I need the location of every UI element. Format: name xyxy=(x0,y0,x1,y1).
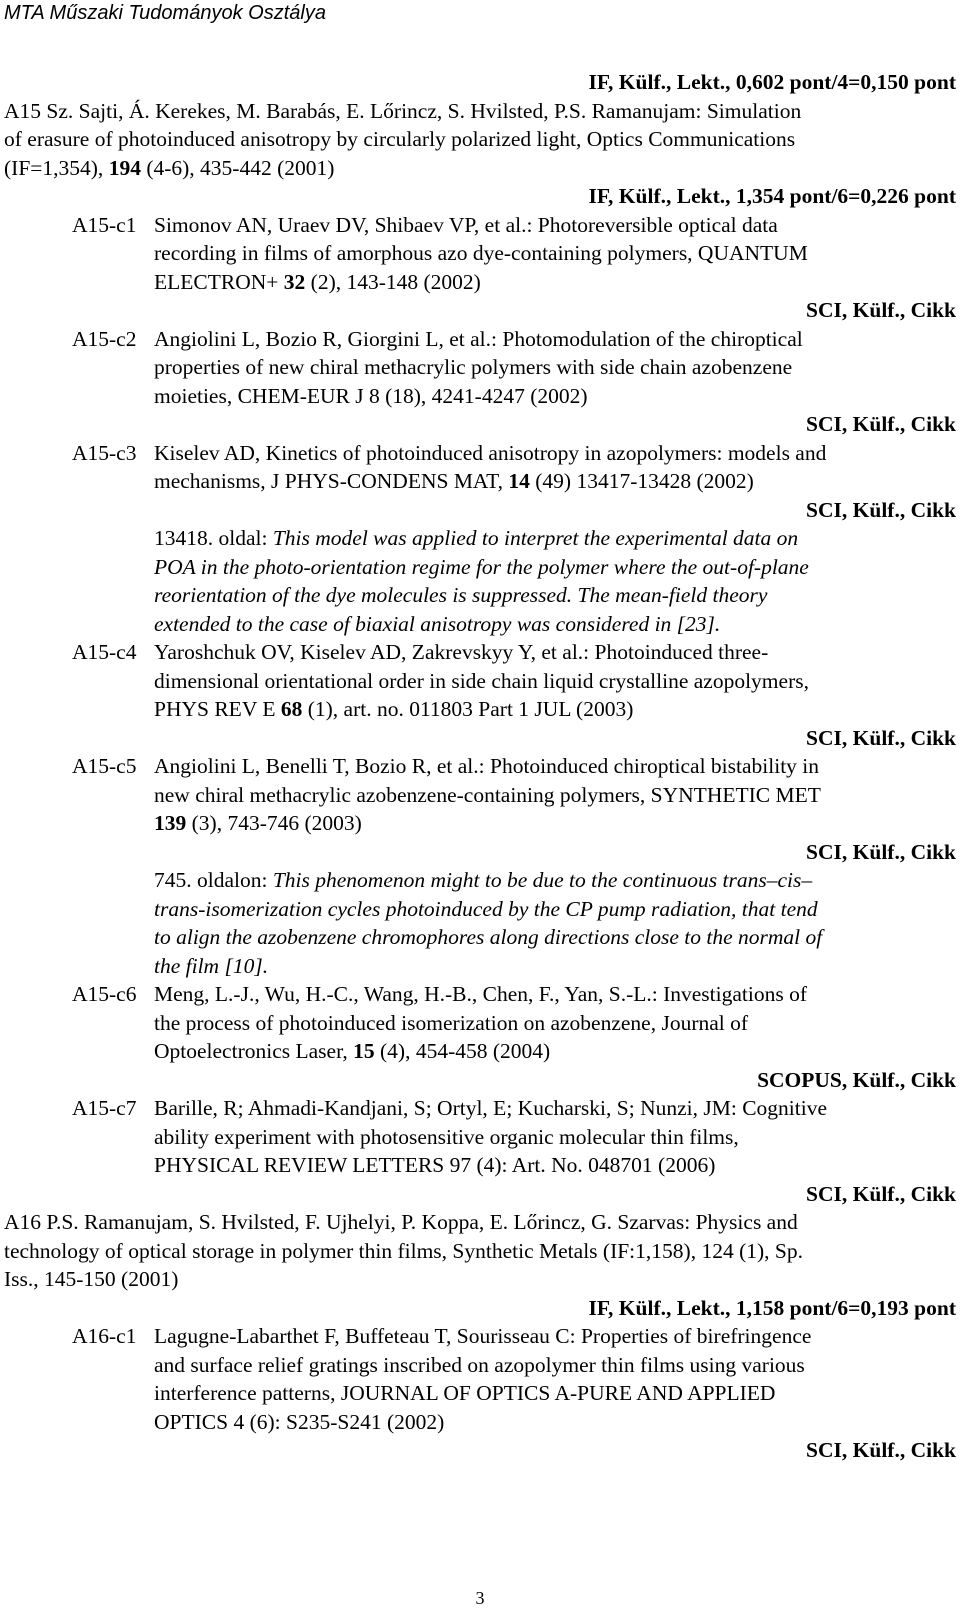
quoted-text: the film [10]. xyxy=(154,953,269,978)
citation-line xyxy=(0,952,960,981)
text-segment: (IF=1,354), xyxy=(4,155,109,180)
publication-entry-line xyxy=(0,125,960,154)
citation-line xyxy=(0,1379,960,1408)
citation-id: A15-c7 xyxy=(72,1096,137,1120)
classification-line: IF, Külf., Lekt., 1,354 pont/6=0,226 pont xyxy=(588,184,956,208)
publication-entry-line xyxy=(0,1237,960,1266)
text-segment: (49) 13417-13428 (2002) xyxy=(529,469,754,493)
text-segment: interference patterns, JOURNAL OF OPTICS A-PURE AND APPLIED xyxy=(154,1381,776,1405)
publication-entry-line xyxy=(0,1208,960,1237)
citation-line xyxy=(0,895,960,924)
citation-entry xyxy=(0,211,960,240)
classification-line: SCI, Külf., Cikk xyxy=(806,497,956,522)
text-segment: A16 P.S. Ramanujam, S. Hvilsted, F. Ujhelyi, P. Koppa, E. Lőrincz, G. Szarvas: Physics and xyxy=(4,1210,798,1234)
text-segment: Lagugne-Labarthet F, Buffeteau T, Sourisseau C: Properties of birefringence xyxy=(154,1324,812,1348)
text-segment: recording in films of amorphous azo dye-containing polymers, QUANTUM xyxy=(154,241,808,265)
text-segment: (1), art. no. 011803 Part 1 JUL (2003) xyxy=(302,697,634,721)
text-segment: (4), 454-458 (2004) xyxy=(374,1039,551,1063)
citation-line xyxy=(0,695,960,724)
citation-entry xyxy=(0,638,960,667)
quoted-text: extended to the case of biaxial anisotropy was considered in [23]. xyxy=(154,611,721,636)
citation-id: A15-c3 xyxy=(72,440,137,465)
citation-entry xyxy=(0,325,960,354)
text-segment: moieties, CHEM-EUR J 8 (18), 4241-4247 (2002) xyxy=(154,383,588,408)
text-segment: (3), 743-746 (2003) xyxy=(186,811,362,835)
citation-id: A15-c4 xyxy=(72,640,137,664)
citation-line xyxy=(0,923,960,952)
classification-line: IF, Külf., Lekt., 0,602 pont/4=0,150 pont xyxy=(588,70,956,94)
citation-id: A15-c6 xyxy=(72,982,137,1006)
text-segment: Optoelectronics Laser, xyxy=(154,1039,354,1063)
citation-line xyxy=(0,353,960,382)
citation-line xyxy=(0,1408,960,1437)
volume-number: 32 xyxy=(283,269,306,294)
text-segment: new chiral methacrylic azobenzene-containing polymers, SYNTHETIC MET xyxy=(154,782,821,807)
classification-line: SCI, Külf., Cikk xyxy=(806,1181,956,1206)
citation-line xyxy=(0,866,960,895)
classification-line: SCOPUS, Külf., Cikk xyxy=(757,1067,956,1092)
citation-entry xyxy=(0,1322,960,1351)
citation-line xyxy=(0,1351,960,1380)
quoted-text: trans-isomerization cycles photoinduced by the CP pump radiation, that tend xyxy=(154,896,818,921)
text-segment: Simonov AN, Uraev DV, Shibaev VP, et al.: Photoreversible optical data xyxy=(154,212,778,237)
text-segment: 745. oldalon: xyxy=(154,868,273,892)
citation-line xyxy=(0,581,960,610)
citation-line xyxy=(0,1009,960,1038)
publication-entry-line xyxy=(0,154,960,183)
classification-line: SCI, Külf., Cikk xyxy=(806,1438,956,1462)
text-segment: (2), 143-148 (2002) xyxy=(305,269,481,294)
text-segment: properties of new chiral methacrylic polymers with side chain azobenzene xyxy=(154,355,793,379)
text-segment: mechanisms, J PHYS-CONDENS MAT, xyxy=(154,469,509,493)
citation-id: A15-c2 xyxy=(72,326,137,351)
text-segment: Meng, L.-J., Wu, H.-C., Wang, H.-B., Chen, F., Yan, S.-L.: Investigations of xyxy=(154,982,808,1006)
text-segment: the process of photoinduced isomerization on azobenzene, Journal of xyxy=(154,1010,749,1035)
text-segment: 13418. oldal: xyxy=(154,526,273,550)
citation-line xyxy=(0,467,960,496)
publication-entry-line xyxy=(0,1265,960,1294)
volume-number: 15 xyxy=(353,1039,375,1063)
volume-number: 14 xyxy=(508,469,530,493)
citation-line xyxy=(0,809,960,838)
citation-id: A15-c1 xyxy=(72,212,137,237)
text-segment: OPTICS 4 (6): S235-S241 (2002) xyxy=(154,1409,445,1434)
citation-entry xyxy=(0,1094,960,1123)
text-segment: PHYSICAL REVIEW LETTERS 97 (4): Art. No. 048701 (2006) xyxy=(154,1153,716,1177)
classification-line: SCI, Külf., Cikk xyxy=(806,412,956,436)
citation-id: A15-c5 xyxy=(72,754,137,778)
volume-number: 68 xyxy=(280,697,303,721)
quoted-text: This phenomenon might to be due to the continuous trans–cis– xyxy=(272,868,813,892)
citation-line xyxy=(0,268,960,297)
text-segment: Angiolini L, Benelli T, Bozio R, et al.: Photoinduced chiroptical bistability in xyxy=(154,754,820,778)
text-segment: and surface relief gratings inscribed on azopolymer thin films using various xyxy=(154,1352,805,1377)
classification-line: IF, Külf., Lekt., 1,158 pont/6=0,193 pont xyxy=(588,1295,956,1320)
citation-entry xyxy=(0,980,960,1009)
text-segment: technology of optical storage in polymer thin films, Synthetic Metals (IF:1,158), 124 (1), Sp. xyxy=(4,1238,803,1263)
quoted-text: POA in the photo-orientation regime for the polymer where the out-of-plane xyxy=(154,554,809,579)
text-segment: ability experiment with photosensitive organic molecular thin films, xyxy=(154,1124,739,1149)
text-segment: Barille, R; Ahmadi-Kandjani, S; Ortyl, E; Kucharski, S; Nunzi, JM: Cognitive xyxy=(154,1096,828,1120)
text-segment: of erasure of photoinduced anisotropy by circularly polarized light, Optics Communications xyxy=(4,127,796,151)
text-segment: Kiselev AD, Kinetics of photoinduced anisotropy in azopolymers: models and xyxy=(154,440,827,465)
text-segment: (4-6), 435-442 (2001) xyxy=(140,155,335,180)
citation-line xyxy=(0,239,960,268)
text-segment: Angiolini L, Bozio R, Giorgini L, et al.: Photomodulation of the chiroptical xyxy=(154,326,803,351)
classification-line: SCI, Külf., Cikk xyxy=(806,725,956,750)
page-header-title: MTA Műszaki Tudományok Osztálya xyxy=(4,2,326,24)
text-segment: Yaroshchuk OV, Kiselev AD, Zakrevskyy Y, et al.: Photoinduced three- xyxy=(154,640,769,664)
quoted-text: reorientation of the dye molecules is suppressed. The mean-field theory xyxy=(154,583,768,607)
classification-line: SCI, Külf., Cikk xyxy=(806,839,956,864)
publication-entry-line xyxy=(0,97,960,126)
document-body xyxy=(0,68,960,1465)
citation-line xyxy=(0,382,960,411)
citation-line xyxy=(0,781,960,810)
text-segment: Iss., 145-150 (2001) xyxy=(4,1267,179,1291)
text-segment: ELECTRON+ xyxy=(154,269,284,294)
citation-id: A16-c1 xyxy=(72,1324,137,1348)
page-number: 3 xyxy=(475,1588,485,1608)
citation-entry xyxy=(0,439,960,468)
citation-line xyxy=(0,1123,960,1152)
citation-line xyxy=(0,610,960,639)
citation-line xyxy=(0,667,960,696)
classification-line: SCI, Külf., Cikk xyxy=(806,298,956,322)
citation-line xyxy=(0,1151,960,1180)
text-segment: A15 Sz. Sajti, Á. Kerekes, M. Barabás, E. Lőrincz, S. Hvilsted, P.S. Ramanujam: Simulation xyxy=(4,98,802,123)
volume-number: 194 xyxy=(108,155,141,180)
citation-line xyxy=(0,1037,960,1066)
quoted-text: to align the azobenzene chromophores along directions close to the normal of xyxy=(154,925,823,949)
quoted-text: This model was applied to interpret the experimental data on xyxy=(272,526,799,550)
citation-line xyxy=(0,524,960,553)
volume-number: 139 xyxy=(154,811,187,835)
text-segment: dimensional orientational order in side chain liquid crystalline azopolymers, xyxy=(154,668,809,693)
citation-entry xyxy=(0,752,960,781)
citation-line xyxy=(0,553,960,582)
text-segment: PHYS REV E xyxy=(154,697,281,721)
